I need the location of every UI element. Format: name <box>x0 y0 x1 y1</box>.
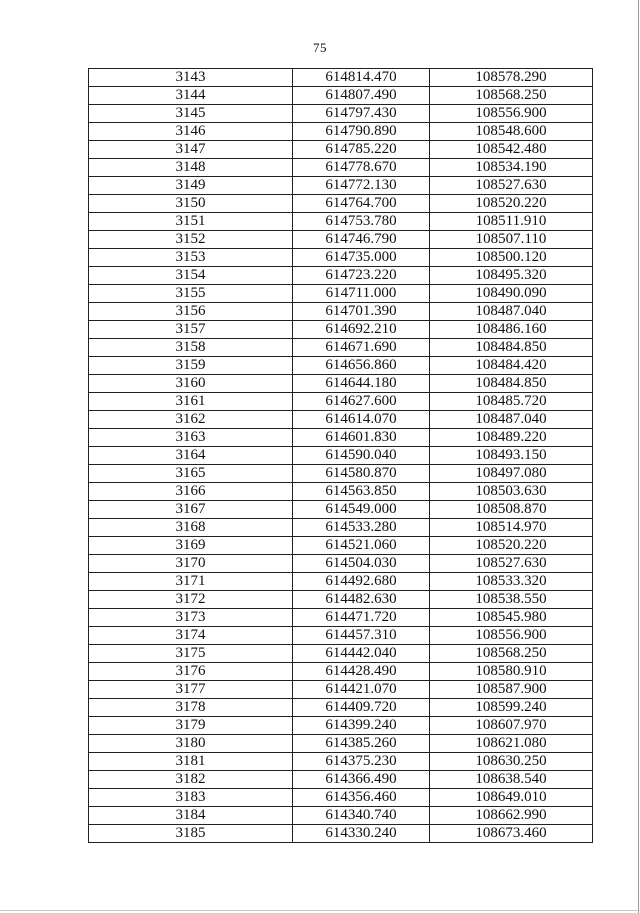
table-row <box>89 609 593 627</box>
table-row <box>89 231 593 249</box>
x-coordinate-cell: 614735.000 <box>293 249 430 267</box>
x-coordinate-cell: 614428.490 <box>293 663 430 681</box>
x-coordinate-cell: 614366.490 <box>293 771 430 789</box>
x-coordinate-cell: 614807.490 <box>293 87 430 105</box>
table-row <box>89 195 593 213</box>
point-number-cell: 3162 <box>89 411 293 429</box>
x-coordinate-cell: 614614.070 <box>293 411 430 429</box>
table-row <box>89 447 593 465</box>
point-number-cell: 3150 <box>89 195 293 213</box>
y-coordinate-cell: 108621.080 <box>430 735 593 753</box>
y-coordinate-cell: 108607.970 <box>430 717 593 735</box>
point-number-cell: 3176 <box>89 663 293 681</box>
x-coordinate-cell: 614421.070 <box>293 681 430 699</box>
y-coordinate-cell: 108507.110 <box>430 231 593 249</box>
table-row <box>89 627 593 645</box>
point-number-cell: 3170 <box>89 555 293 573</box>
table-row <box>89 303 593 321</box>
y-coordinate-cell: 108548.600 <box>430 123 593 141</box>
x-coordinate-cell: 614778.670 <box>293 159 430 177</box>
table-row <box>89 537 593 555</box>
page-number: 75 <box>313 40 327 55</box>
point-number-cell: 3180 <box>89 735 293 753</box>
scan-edge-line <box>638 0 639 913</box>
x-coordinate-cell: 614375.230 <box>293 753 430 771</box>
y-coordinate-cell: 108533.320 <box>430 573 593 591</box>
x-coordinate-cell: 614671.690 <box>293 339 430 357</box>
x-coordinate-cell: 614723.220 <box>293 267 430 285</box>
point-number-cell: 3147 <box>89 141 293 159</box>
table-row <box>89 141 593 159</box>
x-coordinate-cell: 614590.040 <box>293 447 430 465</box>
y-coordinate-cell: 108487.040 <box>430 411 593 429</box>
point-number-cell: 3151 <box>89 213 293 231</box>
x-coordinate-cell: 614772.130 <box>293 177 430 195</box>
table-row <box>89 87 593 105</box>
table-row <box>89 465 593 483</box>
point-number-cell: 3183 <box>89 789 293 807</box>
y-coordinate-cell: 108649.010 <box>430 789 593 807</box>
table-row <box>89 285 593 303</box>
y-coordinate-cell: 108485.720 <box>430 393 593 411</box>
point-number-cell: 3148 <box>89 159 293 177</box>
point-number-cell: 3155 <box>89 285 293 303</box>
y-coordinate-cell: 108638.540 <box>430 771 593 789</box>
table-row <box>89 771 593 789</box>
x-coordinate-cell: 614701.390 <box>293 303 430 321</box>
table-row <box>89 321 593 339</box>
table-row <box>89 69 593 87</box>
table-row <box>89 267 593 285</box>
y-coordinate-cell: 108662.990 <box>430 807 593 825</box>
y-coordinate-cell: 108484.850 <box>430 375 593 393</box>
point-number-cell: 3149 <box>89 177 293 195</box>
point-number-cell: 3182 <box>89 771 293 789</box>
table-row <box>89 555 593 573</box>
x-coordinate-cell: 614409.720 <box>293 699 430 717</box>
table-row <box>89 717 593 735</box>
y-coordinate-cell: 108538.550 <box>430 591 593 609</box>
x-coordinate-cell: 614457.310 <box>293 627 430 645</box>
point-number-cell: 3184 <box>89 807 293 825</box>
y-coordinate-cell: 108490.090 <box>430 285 593 303</box>
point-number-cell: 3160 <box>89 375 293 393</box>
point-number-cell: 3161 <box>89 393 293 411</box>
table-row <box>89 393 593 411</box>
y-coordinate-cell: 108568.250 <box>430 645 593 663</box>
y-coordinate-cell: 108534.190 <box>430 159 593 177</box>
y-coordinate-cell: 108489.220 <box>430 429 593 447</box>
table-row <box>89 249 593 267</box>
x-coordinate-cell: 614711.000 <box>293 285 430 303</box>
x-coordinate-cell: 614692.210 <box>293 321 430 339</box>
y-coordinate-cell: 108497.080 <box>430 465 593 483</box>
y-coordinate-cell: 108508.870 <box>430 501 593 519</box>
table-row <box>89 123 593 141</box>
x-coordinate-cell: 614482.630 <box>293 591 430 609</box>
point-number-cell: 3166 <box>89 483 293 501</box>
x-coordinate-cell: 614533.280 <box>293 519 430 537</box>
point-number-cell: 3172 <box>89 591 293 609</box>
y-coordinate-cell: 108527.630 <box>430 177 593 195</box>
table-row <box>89 645 593 663</box>
x-coordinate-cell: 614764.700 <box>293 195 430 213</box>
x-coordinate-cell: 614656.860 <box>293 357 430 375</box>
point-number-cell: 3164 <box>89 447 293 465</box>
x-coordinate-cell: 614790.890 <box>293 123 430 141</box>
x-coordinate-cell: 614340.740 <box>293 807 430 825</box>
table-row <box>89 501 593 519</box>
y-coordinate-cell: 108578.290 <box>430 69 593 87</box>
x-coordinate-cell: 614442.040 <box>293 645 430 663</box>
point-number-cell: 3145 <box>89 105 293 123</box>
y-coordinate-cell: 108542.480 <box>430 141 593 159</box>
y-coordinate-cell: 108580.910 <box>430 663 593 681</box>
table-row <box>89 591 593 609</box>
y-coordinate-cell: 108495.320 <box>430 267 593 285</box>
x-coordinate-cell: 614399.240 <box>293 717 430 735</box>
point-number-cell: 3159 <box>89 357 293 375</box>
point-number-cell: 3146 <box>89 123 293 141</box>
x-coordinate-cell: 614627.600 <box>293 393 430 411</box>
y-coordinate-cell: 108556.900 <box>430 627 593 645</box>
point-number-cell: 3173 <box>89 609 293 627</box>
table-row <box>89 573 593 591</box>
point-number-cell: 3177 <box>89 681 293 699</box>
y-coordinate-cell: 108486.160 <box>430 321 593 339</box>
table-row <box>89 483 593 501</box>
table-row <box>89 411 593 429</box>
point-number-cell: 3154 <box>89 267 293 285</box>
table-row <box>89 825 593 843</box>
table-row <box>89 753 593 771</box>
point-number-cell: 3174 <box>89 627 293 645</box>
point-number-cell: 3163 <box>89 429 293 447</box>
point-number-cell: 3153 <box>89 249 293 267</box>
scan-bottom-line <box>0 910 640 911</box>
x-coordinate-cell: 614549.000 <box>293 501 430 519</box>
point-number-cell: 3158 <box>89 339 293 357</box>
y-coordinate-cell: 108514.970 <box>430 519 593 537</box>
y-coordinate-cell: 108545.980 <box>430 609 593 627</box>
y-coordinate-cell: 108556.900 <box>430 105 593 123</box>
table-row <box>89 699 593 717</box>
y-coordinate-cell: 108503.630 <box>430 483 593 501</box>
table-row <box>89 159 593 177</box>
table-row <box>89 339 593 357</box>
y-coordinate-cell: 108520.220 <box>430 195 593 213</box>
y-coordinate-cell: 108520.220 <box>430 537 593 555</box>
point-number-cell: 3178 <box>89 699 293 717</box>
table-row <box>89 807 593 825</box>
y-coordinate-cell: 108527.630 <box>430 555 593 573</box>
table-row <box>89 789 593 807</box>
table-row <box>89 663 593 681</box>
y-coordinate-cell: 108630.250 <box>430 753 593 771</box>
x-coordinate-cell: 614385.260 <box>293 735 430 753</box>
point-number-cell: 3152 <box>89 231 293 249</box>
table-row <box>89 681 593 699</box>
table-row <box>89 105 593 123</box>
table-row <box>89 375 593 393</box>
point-number-cell: 3156 <box>89 303 293 321</box>
point-number-cell: 3179 <box>89 717 293 735</box>
x-coordinate-cell: 614785.220 <box>293 141 430 159</box>
y-coordinate-cell: 108587.900 <box>430 681 593 699</box>
point-number-cell: 3168 <box>89 519 293 537</box>
x-coordinate-cell: 614644.180 <box>293 375 430 393</box>
table-row <box>89 213 593 231</box>
point-number-cell: 3171 <box>89 573 293 591</box>
x-coordinate-cell: 614492.680 <box>293 573 430 591</box>
y-coordinate-cell: 108484.420 <box>430 357 593 375</box>
table-row <box>89 357 593 375</box>
table-row <box>89 429 593 447</box>
table-body <box>89 69 593 843</box>
x-coordinate-cell: 614797.430 <box>293 105 430 123</box>
x-coordinate-cell: 614330.240 <box>293 825 430 843</box>
x-coordinate-cell: 614746.790 <box>293 231 430 249</box>
y-coordinate-cell: 108484.850 <box>430 339 593 357</box>
x-coordinate-cell: 614471.720 <box>293 609 430 627</box>
x-coordinate-cell: 614601.830 <box>293 429 430 447</box>
y-coordinate-cell: 108673.460 <box>430 825 593 843</box>
x-coordinate-cell: 614814.470 <box>293 69 430 87</box>
coordinates-table <box>88 68 593 843</box>
x-coordinate-cell: 614356.460 <box>293 789 430 807</box>
point-number-cell: 3185 <box>89 825 293 843</box>
x-coordinate-cell: 614580.870 <box>293 465 430 483</box>
point-number-cell: 3169 <box>89 537 293 555</box>
table-row <box>89 735 593 753</box>
y-coordinate-cell: 108487.040 <box>430 303 593 321</box>
x-coordinate-cell: 614504.030 <box>293 555 430 573</box>
x-coordinate-cell: 614521.060 <box>293 537 430 555</box>
table-row <box>89 519 593 537</box>
y-coordinate-cell: 108568.250 <box>430 87 593 105</box>
y-coordinate-cell: 108511.910 <box>430 213 593 231</box>
table-row <box>89 177 593 195</box>
x-coordinate-cell: 614753.780 <box>293 213 430 231</box>
point-number-cell: 3167 <box>89 501 293 519</box>
point-number-cell: 3175 <box>89 645 293 663</box>
x-coordinate-cell: 614563.850 <box>293 483 430 501</box>
point-number-cell: 3143 <box>89 69 293 87</box>
y-coordinate-cell: 108493.150 <box>430 447 593 465</box>
point-number-cell: 3181 <box>89 753 293 771</box>
y-coordinate-cell: 108599.240 <box>430 699 593 717</box>
point-number-cell: 3157 <box>89 321 293 339</box>
point-number-cell: 3165 <box>89 465 293 483</box>
y-coordinate-cell: 108500.120 <box>430 249 593 267</box>
point-number-cell: 3144 <box>89 87 293 105</box>
